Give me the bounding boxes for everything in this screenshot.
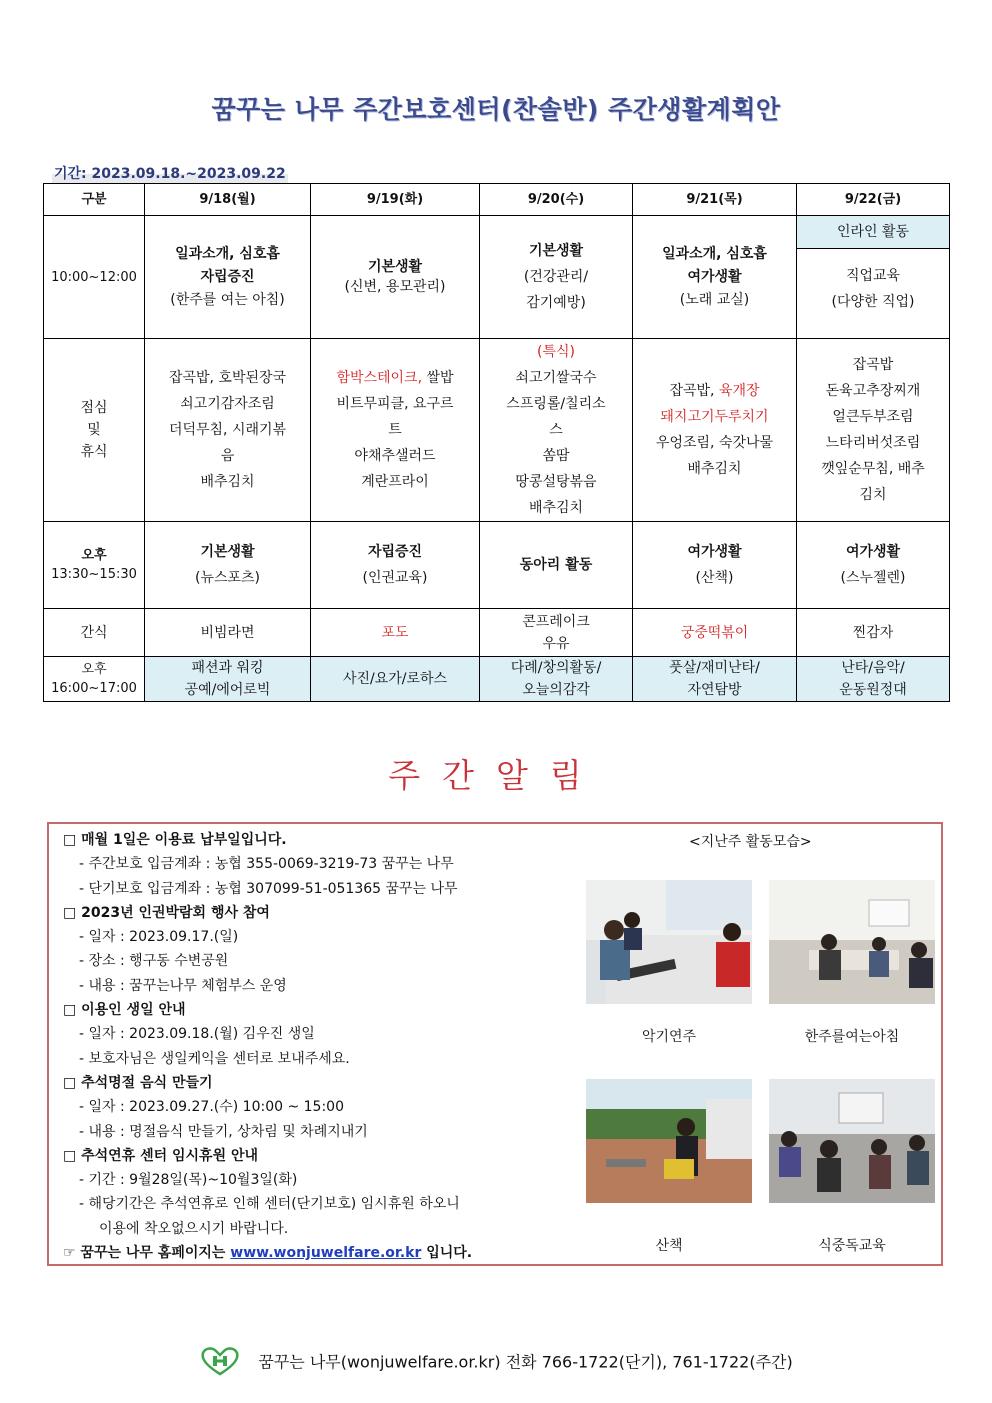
notice-detail: - 기간 : 9월28일(목)~10월3일(화) — [79, 1172, 298, 1189]
cell-line: (인권교육) — [362, 570, 428, 586]
tree-heart-logo-icon — [199, 1346, 241, 1380]
cell-line: 기본생활 — [367, 259, 423, 275]
photo-caption: 한주를여는아침 — [804, 1029, 900, 1045]
cell-line: 여가생활 — [687, 544, 742, 560]
notice-heading: □ 2023년 인권박람회 행사 참여 — [63, 904, 270, 921]
schedule-cell — [633, 216, 797, 339]
cell-line: 우엉조림, 숙갓나물 — [655, 435, 774, 451]
period-label: 기간: 2023.09.18.~2023.09.22 — [52, 163, 288, 183]
menu-cell — [480, 339, 633, 522]
special-menu-text: 육개장 — [718, 383, 760, 399]
morning-row — [44, 216, 950, 339]
special-menu-text: 함박스테이크, — [336, 370, 423, 386]
snack-cell: 포도 — [311, 609, 480, 657]
cell-line: (산책) — [695, 570, 734, 586]
special-menu-text: 돼지고기두루치기 — [660, 409, 769, 425]
cell-line: 풋살/재미난타/ — [669, 660, 760, 676]
cell-line: 배추김치 — [528, 500, 584, 516]
notice-heading: □ 추석명절 음식 만들기 — [63, 1074, 213, 1091]
cell-line — [315, 365, 475, 391]
inline-activity-label: 인라인 활동 — [797, 216, 949, 249]
row-label-line: 16:00~17:00 — [51, 681, 137, 696]
cell-line: 계란프라이 — [361, 474, 429, 490]
schedule-cell — [797, 216, 950, 339]
photo-instrument — [586, 880, 752, 1004]
cell-line: 배추김치 — [200, 474, 255, 490]
cell-line: (한주를 여는 아침) — [170, 292, 285, 308]
homepage-prefix: ☞ 꿈꾸는 나무 홈페이지는 — [63, 1245, 231, 1262]
cell-line: (뉴스포츠) — [194, 570, 261, 586]
notice-detail: - 내용 : 꿈꾸는나무 체험부스 운영 — [79, 977, 287, 994]
late-afternoon-row — [44, 657, 950, 702]
footer — [0, 1346, 992, 1380]
row-label-line: 13:30~15:30 — [51, 567, 137, 582]
notice-detail: - 일자 : 2023.09.17.(일) — [79, 929, 239, 946]
header-row — [44, 184, 950, 216]
lunch-row — [44, 339, 950, 522]
cell-line: 쇠고기쌀국수 — [515, 370, 597, 386]
row-label-line: 및 — [87, 422, 101, 438]
schedule-cell — [145, 216, 311, 339]
schedule-cell — [797, 522, 950, 609]
homepage-link[interactable]: www.wonjuwelfare.or.kr — [230, 1245, 422, 1262]
photos-caption: <지난주 활동모습> — [689, 834, 812, 850]
header-cell: 9/22(금) — [797, 184, 950, 216]
snack-cell: 찐감자 — [797, 609, 950, 657]
cell-line: (건강관리/ — [523, 269, 589, 285]
header-cell: 9/18(월) — [145, 184, 311, 216]
schedule-cell — [311, 522, 480, 609]
club-cell — [145, 657, 311, 702]
notice-detail: 이용에 착오없으시기 바랍니다. — [99, 1220, 289, 1237]
schedule-cell — [480, 216, 633, 339]
notice-detail: - 내용 : 명절음식 만들기, 상차림 및 차례지내기 — [79, 1123, 368, 1140]
menu-cell — [145, 339, 311, 522]
cell-line: 우유 — [542, 635, 570, 652]
row-label: 10:00~12:00 — [44, 216, 145, 339]
cell-line: 기본생활 — [528, 243, 584, 259]
schedule-cell — [480, 522, 633, 609]
cell-line: 일과소개, 심호흡 — [175, 246, 280, 262]
notice-heading: □ 추석연휴 센터 임시휴원 안내 — [63, 1147, 259, 1164]
cell-line: 자연탐방 — [687, 682, 742, 698]
cell-line: 비트무피클, 요구르 — [336, 396, 454, 412]
notice-list — [63, 828, 583, 1265]
cell-line: 김치 — [859, 487, 887, 503]
photo-walk — [586, 1079, 752, 1203]
photo-education — [769, 1079, 935, 1203]
club-cell — [311, 657, 480, 702]
cell-line: 패션과 워킹 — [191, 660, 264, 676]
cell-line: 다례/창의활동/ — [510, 660, 602, 676]
cell-line: 자립증진 — [367, 544, 423, 560]
cell-line: 잡곡밥 — [852, 357, 894, 373]
cell-line: 깻잎순무침, 배추 — [821, 461, 925, 477]
club-cell — [633, 657, 797, 702]
cell-line: (노래 교실) — [679, 292, 750, 308]
snack-row — [44, 609, 950, 657]
cell-line: 쇠고기감자조림 — [180, 396, 275, 412]
cell-line — [637, 378, 792, 404]
cell-line: 음 — [220, 448, 235, 464]
cell-line: 콘프레이크 — [522, 613, 590, 630]
club-cell — [797, 657, 950, 702]
cell-line: 여가생활 — [687, 269, 742, 285]
schedule-cell — [145, 522, 311, 609]
afternoon-row — [44, 522, 950, 609]
header-cell: 9/19(화) — [311, 184, 480, 216]
cell-line: 쏨땀 — [542, 448, 570, 464]
club-cell — [480, 657, 633, 702]
cell-line: 자립증진 — [200, 269, 255, 285]
photo-caption: 산책 — [655, 1238, 683, 1254]
special-meal-label: (특식) — [537, 344, 575, 360]
cell-line: 스 — [549, 422, 563, 438]
homepage-line — [63, 1241, 583, 1265]
notice-title: 주간알림 — [388, 756, 604, 795]
header-cell: 구분 — [44, 184, 145, 216]
menu-cell — [797, 339, 950, 522]
menu-text: 잡곡밥, — [669, 383, 719, 399]
homepage-suffix: 입니다. — [421, 1245, 473, 1262]
schedule-cell — [633, 522, 797, 609]
notice-detail: - 장소 : 행구동 수변공원 — [79, 953, 229, 970]
snack-cell: 궁중떡볶이 — [633, 609, 797, 657]
cell-line: (다양한 직업) — [831, 294, 915, 310]
cell-line: 감기예방) — [526, 295, 586, 311]
notice-detail: - 단기보호 입금계좌 : 농협 307099-51-051365 꿈꾸는 나무 — [79, 880, 458, 897]
notice-heading: □ 이용인 생일 안내 — [63, 1002, 186, 1019]
cell-line: (신변, 용모관리) — [344, 279, 446, 295]
menu-text: 쌀밥 — [422, 370, 454, 386]
row-label — [44, 522, 145, 609]
header-cell: 9/20(수) — [480, 184, 633, 216]
schedule-cell — [311, 216, 480, 339]
cell-line: 땅콩설탕볶음 — [515, 474, 597, 490]
notice-detail: - 일자 : 2023.09.27.(수) 10:00 ~ 15:00 — [79, 1099, 344, 1116]
cell-line: (스누젤렌) — [840, 570, 906, 586]
photo-instrument-image — [586, 880, 752, 1004]
cell-line: 돈육고추장찌개 — [825, 383, 921, 399]
cell-line: 여가생활 — [845, 544, 901, 560]
footer-text: 꿈꾸는 나무(wonjuwelfare.or.kr) 전화 766-1722(단기), 761-1722(주간) — [258, 1352, 793, 1372]
menu-cell — [633, 339, 797, 522]
cell-line: 야채추샐러드 — [354, 448, 436, 464]
photo-caption: 식중독교육 — [818, 1238, 886, 1254]
cell-line: 사진/요가/로하스 — [342, 671, 448, 687]
notice-heading: □ 매월 1일은 이용료 납부일입니다. — [63, 832, 287, 848]
cell-line: 얼큰두부조림 — [832, 409, 914, 425]
photo-morning-image — [769, 880, 935, 1004]
photo-walk-image — [586, 1079, 752, 1203]
cell-line: 느타리버섯조림 — [825, 435, 921, 451]
row-label — [44, 657, 145, 702]
row-label-line: 점심 — [80, 400, 108, 416]
snack-cell: 비빔라면 — [145, 609, 311, 657]
cell-line: 기본생활 — [200, 544, 255, 560]
menu-cell — [311, 339, 480, 522]
row-label: 간식 — [44, 609, 145, 657]
row-label-line: 오후 — [81, 548, 107, 563]
cell-line: 일과소개, 심호흡 — [662, 246, 767, 262]
row-label-line: 휴식 — [80, 444, 108, 460]
snack-cell — [480, 609, 633, 657]
photo-caption: 악기연주 — [641, 1029, 697, 1045]
cell-line: 공예/에어로빅 — [184, 682, 271, 698]
page-title: 꿈꾸는 나무 주간보호센터(찬솔반) 주간생활계획안 — [211, 95, 781, 124]
cell-line: 직업교육 — [845, 268, 901, 284]
cell-line: 난타/음악/ — [841, 660, 905, 676]
row-label-line: 오후 — [81, 662, 107, 677]
header-cell: 9/21(목) — [633, 184, 797, 216]
cell-line: 스프링롤/칠리소 — [506, 396, 606, 412]
cell-line: 잡곡밥, 호박된장국 — [168, 370, 287, 386]
photo-education-image — [769, 1079, 935, 1203]
photo-morning — [769, 880, 935, 1004]
row-label — [44, 339, 145, 522]
notice-detail: - 일자 : 2023.09.18.(월) 김우진 생일 — [79, 1026, 315, 1043]
notice-detail: - 해당기간은 추석연휴로 인해 센터(단기보호) 임시휴원 하오니 — [79, 1196, 460, 1213]
notice-detail: - 주간보호 입금계좌 : 농협 355-0069-3219-73 꿈꾸는 나무 — [79, 856, 454, 873]
cell-line: 운동원정대 — [839, 682, 907, 698]
cell-line: 배추김치 — [687, 461, 742, 477]
cell-line: 더덕무침, 시래기볶 — [168, 422, 287, 438]
weekly-schedule-table — [43, 183, 950, 702]
cell-line: 트 — [388, 422, 402, 438]
cell-line: 동아리 활동 — [519, 557, 593, 573]
cell-line: 오늘의감각 — [522, 682, 590, 698]
notice-detail: - 보호자님은 생일케익을 센터로 보내주세요. — [79, 1050, 350, 1067]
